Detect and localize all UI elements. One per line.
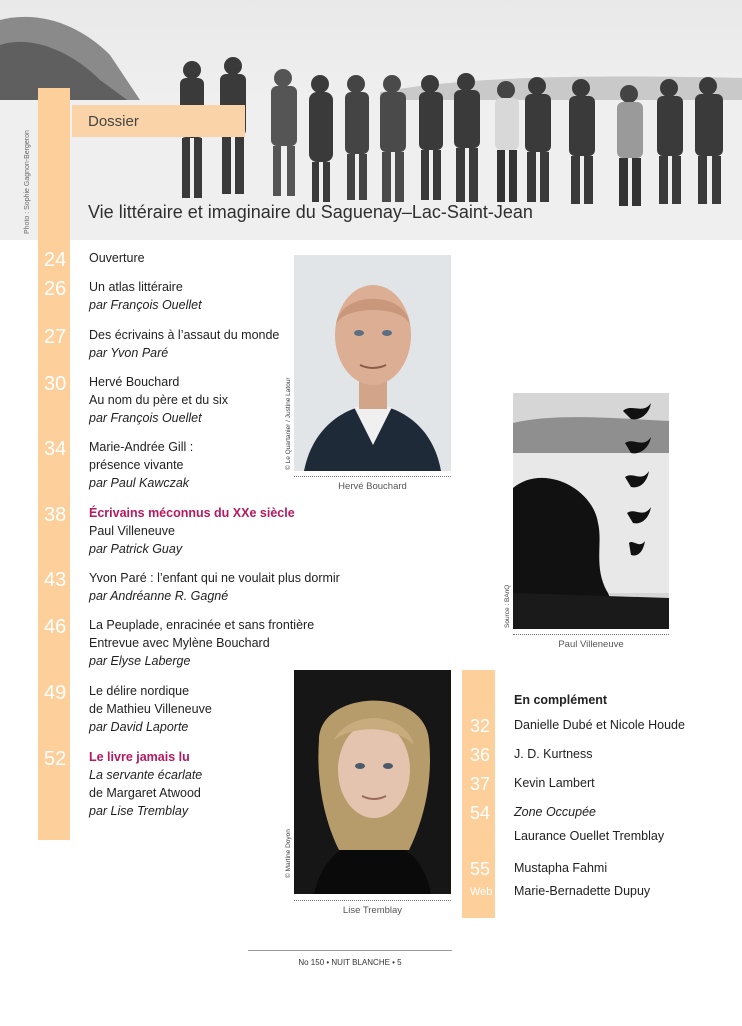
complement-page-number: 54 [470, 803, 491, 823]
toc-entry-subtitle: Au nom du père et du six [89, 393, 228, 407]
complement-page-number: 36 [470, 745, 491, 765]
toc-entry-subtitle: Entrevue avec Mylène Bouchard [89, 636, 270, 650]
caption-divider [294, 900, 451, 901]
lise-photo-credit: © Martine Doyon [285, 829, 292, 878]
dossier-title: Vie littéraire et imaginaire du Saguenay–Lac-Saint-Jean [88, 202, 533, 222]
toc-entry-author: par David Laporte [89, 720, 189, 734]
toc-entry-title[interactable]: Des écrivains à l’assaut du monde [89, 328, 280, 342]
toc-entry-book-title: La servante écarlate [89, 768, 203, 782]
caption-divider [294, 476, 451, 477]
toc-page-number: 52 [44, 748, 67, 770]
toc-page-number: 43 [44, 569, 67, 591]
complement-web-label: Web [470, 886, 493, 898]
paul-photo-credit: Source : BAnQ [504, 584, 511, 628]
complement-item[interactable]: Marie-Bernadette Dupuy [514, 884, 651, 898]
toc-page-number: 27 [44, 326, 67, 348]
paul-villeneuve-photo [513, 393, 669, 629]
toc-entry-subtitle: de Mathieu Villeneuve [89, 702, 212, 716]
toc-page-number: 38 [44, 504, 67, 526]
toc-entry-title[interactable]: Ouverture [89, 251, 145, 265]
lise-tremblay-photo [294, 670, 451, 894]
herve-photo-caption: Hervé Bouchard [338, 481, 407, 492]
toc-entry-title[interactable]: Un atlas littéraire [89, 280, 183, 294]
toc-page-number: 49 [44, 682, 67, 704]
complement-item[interactable]: Mustapha Fahmi [514, 861, 608, 875]
toc-entry-title[interactable]: Hervé Bouchard [89, 375, 180, 389]
herve-photo-credit: © Le Quartanier / Justine Latour [285, 377, 292, 470]
toc-page-number: 26 [44, 278, 67, 300]
toc-entry-title[interactable]: Le délire nordique [89, 684, 190, 698]
complement-title: En complément [514, 693, 608, 707]
toc-page-number: 30 [44, 373, 67, 395]
page-footer: No 150 • NUIT BLANCHE • 5 [298, 958, 402, 967]
toc-accent-bar [38, 88, 70, 840]
toc-entry-subtitle: de Margaret Atwood [89, 786, 201, 800]
toc-entry-title[interactable]: La Peuplade, enracinée et sans frontière [89, 618, 315, 632]
toc-entry-author: par Yvon Paré [89, 346, 169, 360]
complement-page-number: 37 [470, 774, 491, 794]
toc-page-number: 24 [44, 249, 67, 271]
complement-item[interactable]: Zone Occupée [514, 805, 596, 819]
toc-entry-author: par François Ouellet [89, 411, 202, 425]
lise-photo-caption: Lise Tremblay [342, 905, 403, 916]
complement-item[interactable]: Danielle Dubé et Nicole Houde [514, 718, 685, 732]
footer-rule [248, 950, 452, 951]
toc-entry-title[interactable]: Paul Villeneuve [89, 524, 175, 538]
toc-entry-rubric[interactable]: Le livre jamais lu [89, 750, 190, 764]
complement-page-number: 55 [470, 859, 491, 879]
toc-entry-author: par Lise Tremblay [89, 804, 189, 818]
complement-item-author: Laurance Ouellet Tremblay [514, 829, 665, 843]
complement-page-number: 32 [470, 716, 491, 736]
section-label: Dossier [88, 113, 139, 130]
toc-entry-author: par François Ouellet [89, 298, 202, 312]
toc-entry-author: par Patrick Guay [89, 542, 183, 556]
toc-entry-author: par Andréanne R. Gagné [89, 589, 229, 603]
toc-page-number: 34 [44, 438, 67, 460]
herve-bouchard-photo [294, 255, 451, 471]
toc-page-number: 46 [44, 616, 67, 638]
header-photo-credit: Photo : Sophie Gagnon-Bergeron [24, 130, 31, 234]
complement-item[interactable]: Kevin Lambert [514, 776, 595, 790]
complement-item[interactable]: J. D. Kurtness [514, 747, 593, 761]
toc-entry-author: par Elyse Laberge [89, 654, 191, 668]
caption-divider [513, 634, 669, 635]
toc-entry-title[interactable]: Yvon Paré : l’enfant qui ne voulait plus dormir [89, 571, 340, 585]
toc-entry-author: par Paul Kawczak [89, 476, 190, 490]
toc-entry-subtitle: présence vivante [89, 458, 184, 472]
toc-entry-rubric[interactable]: Écrivains méconnus du XXe siècle [89, 506, 295, 520]
toc-entry-title[interactable]: Marie-Andrée Gill : [89, 440, 194, 454]
paul-photo-caption: Paul Villeneuve [558, 639, 624, 650]
